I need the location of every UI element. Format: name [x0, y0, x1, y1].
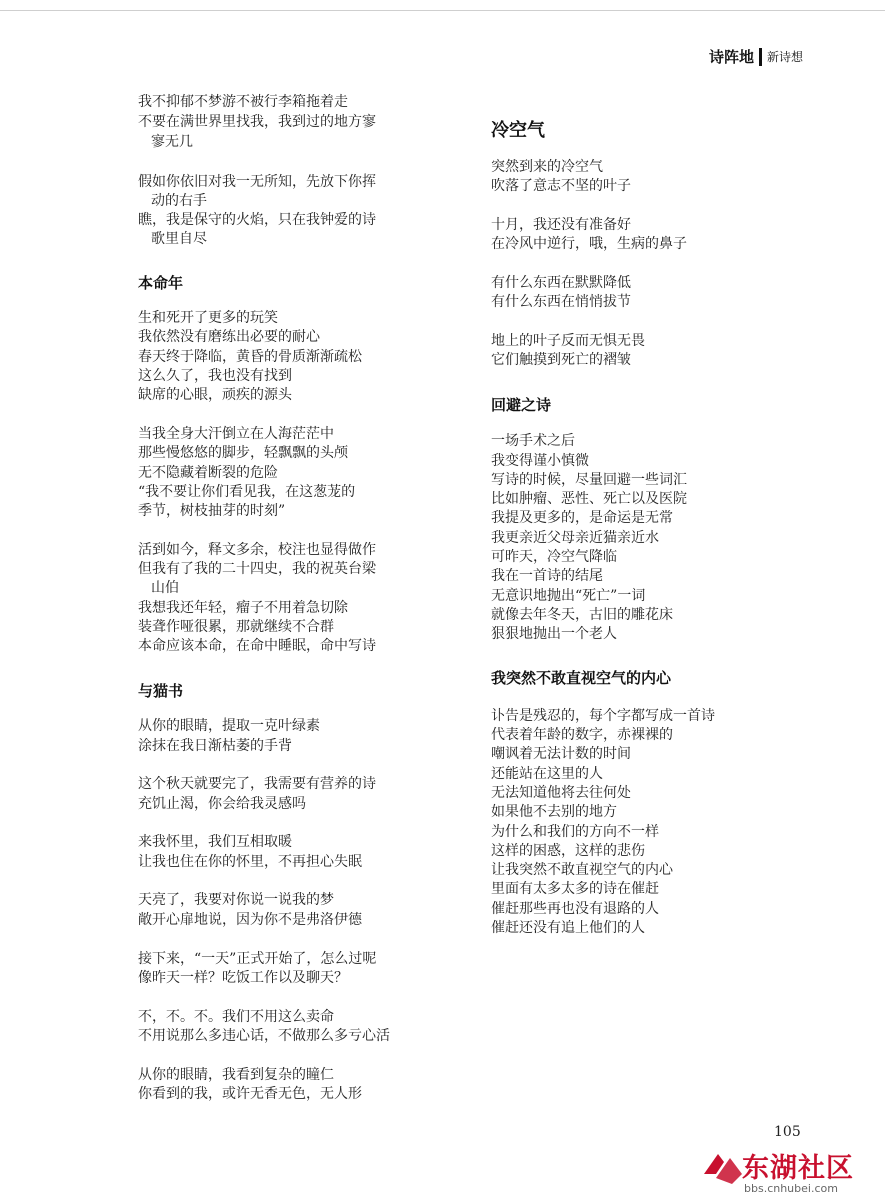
poem-line: 这么久了，我也没有找到	[138, 368, 292, 384]
section-name: 新诗想	[766, 50, 803, 64]
poem-line: 吹落了意志不坚的叶子	[491, 178, 631, 194]
poem-line: 寥无几	[151, 134, 193, 150]
poem-line: 无法知道他将去往何处	[491, 785, 631, 801]
poem-line: 代表着年龄的数字，赤裸裸的	[491, 727, 673, 743]
poem-line: 十月，我还没有准备好	[491, 217, 631, 233]
poem-line: 那些慢悠悠的脚步，轻飘飘的头颅	[138, 445, 348, 461]
poem-title: 本命年	[138, 274, 184, 292]
poem-line: 我不抑郁不梦游不被行李箱拖着走	[138, 94, 348, 110]
poem-line: 接下来，“一天”正式开始了，怎么过呢	[138, 951, 377, 967]
poem-line: 装聋作哑很累，那就继续不合群	[138, 619, 334, 635]
poem-line: 让我也住在你的怀里，不再担心失眠	[138, 854, 362, 870]
poem-line: 来我怀里，我们互相取暖	[138, 834, 292, 850]
poem-line: 有什么东西在默默降低	[491, 275, 631, 291]
poem-line: 敞开心扉地说，因为你不是弗洛伊德	[138, 912, 362, 928]
poem-line: 我依然没有磨练出必要的耐心	[138, 329, 320, 345]
poem-line: 从你的眼睛，我看到复杂的瞳仁	[138, 1067, 334, 1083]
column-name: 诗阵地	[708, 48, 754, 66]
poem-line: 我更亲近父母亲近猫亲近水	[491, 530, 659, 546]
poem-line: 讣告是残忍的，每个字都写成一首诗	[491, 708, 715, 724]
poem-line: 为什么和我们的方向不一样	[491, 824, 659, 840]
poem-line: 可昨天，冷空气降临	[491, 549, 617, 565]
page-header	[709, 46, 803, 67]
poem-line: 像昨天一样？吃饭工作以及聊天？	[138, 970, 348, 986]
poem-line: 缺席的心眼，顽疾的源头	[138, 387, 292, 403]
poem-line: 不用说那么多违心话，不做那么多亏心活	[138, 1028, 390, 1044]
poem-line: 我想我还年轻，瘤子不用着急切除	[138, 600, 348, 616]
poem-title: 我突然不敢直视空气的内心	[491, 669, 672, 687]
poem-line: 突然到来的冷空气	[491, 159, 603, 175]
poem-line: 不要在满世界里找我，我到过的地方寥	[138, 114, 376, 130]
poem-line: 里面有太多太多的诗在催赶	[491, 881, 659, 897]
page-number: 105	[774, 1124, 801, 1140]
poem-line: 这样的困惑，这样的悲伤	[491, 843, 645, 859]
poem-line: 从你的眼睛，提取一克叶绿素	[138, 718, 320, 734]
poem-line: 不，不。不。我们不用这么卖命	[138, 1009, 334, 1025]
poem-line: 无不隐藏着断裂的危险	[138, 465, 278, 481]
poem-line: 让我突然不敢直视空气的内心	[491, 862, 673, 878]
watermark-brand: 东湖社区	[742, 1153, 854, 1184]
poem-line: 这个秋天就要完了，我需要有营养的诗	[138, 776, 376, 792]
watermark-logo-icon	[702, 1144, 746, 1190]
poem-title: 冷空气	[491, 120, 545, 141]
poem-line: 我在一首诗的结尾	[491, 568, 603, 584]
poem-line: 充饥止渴，你会给我灵感吗	[138, 796, 306, 812]
poem-line: 在冷风中逆行，哦，生病的鼻子	[491, 236, 687, 252]
poem-line: 春天终于降临，黄昏的骨质渐渐疏松	[138, 349, 362, 365]
poem-line: 还能站在这里的人	[491, 766, 603, 782]
poem-title: 回避之诗	[491, 396, 552, 414]
poem-line: 山伯	[151, 580, 179, 596]
poem-line: 狠狠地抛出一个老人	[491, 626, 617, 642]
poem-line: 季节，树枝抽芽的时刻”	[138, 503, 286, 519]
poem-title: 与猫书	[138, 682, 184, 700]
poem-line: 活到如今，释文多余，校注也显得做作	[138, 542, 376, 558]
watermark-url: bbs.cnhubei.com	[744, 1182, 838, 1195]
poem-line: 你看到的我，或许无香无色，无人形	[138, 1086, 362, 1102]
watermark	[702, 1138, 885, 1200]
poem-line: 嘲讽着无法计数的时间	[491, 746, 631, 762]
poem-line: 催赶那些再也没有退路的人	[491, 901, 659, 917]
poem-line: 瞧，我是保守的火焰，只在我钟爱的诗	[138, 212, 376, 228]
poem-line: 催赶还没有追上他们的人	[491, 920, 645, 936]
poem-line: 我提及更多的，是命运是无常	[491, 510, 673, 526]
poem-line: 我变得谨小慎微	[491, 453, 589, 469]
poem-line: 假如你依旧对我一无所知，先放下你挥	[138, 174, 376, 190]
poem-line: 写诗的时候，尽量回避一些词汇	[491, 472, 687, 488]
poem-line: 一场手术之后	[491, 433, 575, 449]
poem-line: 歌里自尽	[151, 231, 207, 247]
poem-line: 当我全身大汗倒立在人海茫茫中	[138, 426, 334, 442]
poem-line: 生和死开了更多的玩笑	[138, 310, 278, 326]
poem-line: 如果他不去别的地方	[491, 804, 617, 820]
poem-line: 就像去年冬天，古旧的雕花床	[491, 607, 673, 623]
poem-line: 它们触摸到死亡的褶皱	[491, 352, 631, 368]
poem-line: 无意识地抛出“死亡”一词	[491, 588, 646, 604]
poem-line: 地上的叶子反而无惧无畏	[491, 333, 645, 349]
poem-line: 本命应该本命，在命中睡眠，命中写诗	[138, 638, 376, 654]
poem-line: 天亮了，我要对你说一说我的梦	[138, 892, 334, 908]
poem-line: 涂抹在我日渐枯萎的手背	[138, 738, 292, 754]
poem-line: 但我有了我的二十四史，我的祝英台梁	[138, 561, 376, 577]
poem-line: 有什么东西在悄悄拔节	[491, 294, 631, 310]
page-top-rule	[0, 0, 885, 11]
poem-line: 比如肿瘤、恶性、死亡以及医院	[491, 491, 687, 507]
header-separator	[759, 48, 762, 66]
poem-line: 动的右手	[151, 193, 207, 209]
poem-line: “我不要让你们看见我，在这葱茏的	[138, 484, 356, 500]
